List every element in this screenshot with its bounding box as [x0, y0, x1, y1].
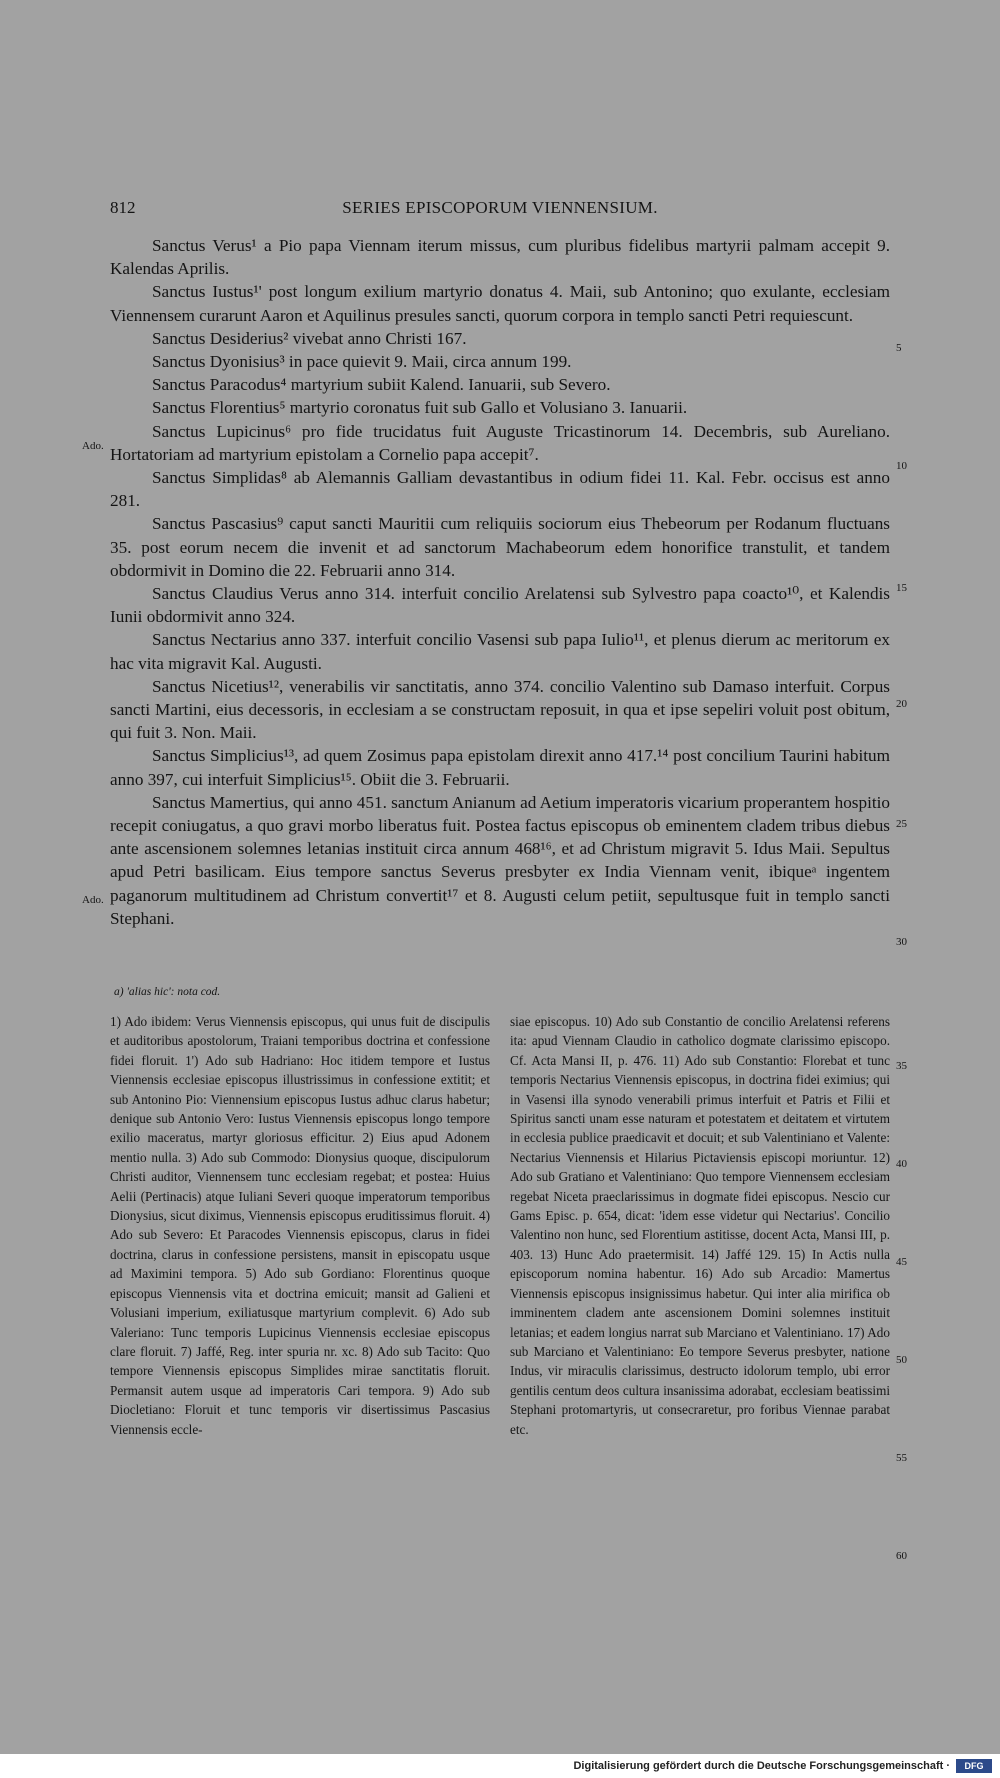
footnote-text: 1) Ado ibidem: Verus Viennensis episcopus, qui unus fuit de discipulis et auditoribus apostolorum, Traiani temporibus doctrina et confessione fidei floruit. 1') Ado sub Hadriano: Hoc itidem tempore et Iustus Viennensis ecclesiae episcopus illustrissimus in confessione extitit; et sub Antonino Pio: Viennensium episcopus Iustus adhuc clarus habetur; denique sub Antonio Vero: Iustus Viennensis episcopus longo tempore exilio maceratus, martyr gloriosus efficitur. 2) Eius apud Adonem mentio nulla. 3) Ado sub Commodo: Dionysius quoque, discipulorum Christi auditor, Viennensem tunc ecclesiam regebat; et postea: Huius Aelii (Pertinacis) atque Iuliani Severi quoque imperatorum temporibus Dionysius, sicut diximus, Viennensis episcopus eruditissimus floruit. 4) Ado sub Severo: Et Paracodes Viennensis episcopus, clarus in fidei doctrina, clarus in confessione persistens, mansit in episcopatu usque ad Maximini tempora. 5) Ado sub Gordiano: Florentinus quoque episcopus Viennensis vita et doctrina emicuit; mansit ad Galieni et Volusiani imperium, exiliatusque martyrium complevit. 6) Ado sub Valeriano: Tunc temporis Lupicinus Viennensis ecclesiae episcopus clare floruit. 7) Jaffé, Reg. inter spuria nr. xc. 8) Ado sub Tacito: Quo tempore Viennensis episcopus Simplides mirae sanctitatis floruit. Permansit autem usque ad imperatoris Cari tempora. 9) Ado sub Diocletiano: Floruit et tunc temporis vir disertissimus Pascasius Viennensis eccle-: [110, 1014, 490, 1437]
line-number: 20: [896, 698, 907, 710]
funding-notice: Digitalisierung gefördert durch die Deutsche Forschungsgemeinschaft ·: [573, 1760, 950, 1772]
paragraph-nicetius: Sanctus Nicetius¹², venerabilis vir sanctitatis, anno 374. concilio Valentino sub Damaso interfuit. Corpus sancti Martini, eius decessoris, in ecclesiam a se constructam reposuit, in qua et ipse sepeliri voluit post obitum, qui fuit 3. Non. Maii.: [110, 676, 890, 743]
textual-note: a) 'alias hic': nota cod.: [114, 986, 221, 998]
footnotes: [110, 1012, 890, 1602]
footnote-text: siae episcopus. 10) Ado sub Constantio de concilio Arelatensi referens ita: apud Viennam Claudio in catholico dogmate clarissimo episcopo. Cf. Acta Mansi II, p. 476. 11) Ado sub Constantio: Florebat et tunc temporis Nectarius Viennensis episcopus, in doctrina fidei eximius; qui in Vasensi illa synodo venerabili primus interfuit et Patris et Filii et Spiritus sancti unam esse naturam et potestatem et deitatem et virtutem in ecclesia publice praedicavit et docuit; et sub Valentiniano et Valente: Nectarius Viennensis et Hilarius Pictaviensis episcopi moriuntur. 12) Ado sub Gratiano et Valentiniano: Quo tempore Viennensem ecclesiam regebat Niceta praeclarissimus in dogmate fidei episcopus. Nescio cur Gams Episc. p. 654, dicat: 'idem esse videtur qui Nectarius'. Concilio Valentino non hunc, sed Florentium astitisse, docent Acta, Mansi III, p. 403. 13) Hunc Ado praetermisit. 14) Jaffé 129. 15) In Actis nulla episcoporum nomina habentur. 16) Ado sub Arcadio: Mamertus Viennensis episcopus insignissimus habetur. Qui inter alia mirifica ob imminentem cladem ante ascensionem Domini solemnes instituit letanias; et eadem longius narrat sub Marciano et Valentiniano. 17) Ado sub Marciano et Valentiniano: Eo tempore Severus presbyter, natione Indus, vir miraculis clarissimus, destructo idolorum templo, ubi error gentilis centum deos cultura insanissima adorabat, ecclesiam beatissimi Stephani protomartyris, ut consecraretur, pro foribus Viennae parabat etc.: [510, 1014, 890, 1437]
page-title: SERIES EPISCOPORUM VIENNENSIUM.: [342, 198, 658, 217]
page-number: 812: [110, 198, 136, 217]
paragraph-simplidas: Sanctus Simplidas⁸ ab Alemannis Galliam devastantibus in odium fidei 11. Kal. Febr. occisus est anno 281.: [110, 468, 890, 511]
paragraph-iustus: Sanctus Iustus¹' post longum exilium martyrio donatus 4. Maii, sub Antonino; quo exulante, ecclesiam Viennensem curarunt Aaron et Aquilinus presules sancti, quorum corpora in templo sancti Petri requiescunt.: [110, 282, 890, 325]
line-number: 40: [896, 1158, 907, 1170]
paragraph-desiderius: Sanctus Desiderius² vivebat anno Christi 167.: [152, 328, 467, 348]
dfg-logo-icon: DFG: [956, 1759, 992, 1773]
margin-note-ado: Ado.: [82, 440, 104, 452]
paragraph-lupicinus: Sanctus Lupicinus⁶ pro fide trucidatus fuit Auguste Tricastinorum 14. Decembris, sub Aureliano. Hortatoriam ad martyrium epistolam a Cornelio papa accepit⁷.: [110, 421, 890, 464]
footnotes-left-column: [110, 1012, 490, 1439]
margin-note-ado: Ado.: [82, 894, 104, 906]
paragraph-dyonisius: Sanctus Dyonisius³ in pace quievit 9. Maii, circa annum 199.: [152, 352, 572, 372]
footer-bar: [0, 1754, 1000, 1778]
paragraph-verus: Sanctus Verus¹ a Pio papa Viennam iterum missus, cum pluribus fidelibus martyrii palmam accepit 9. Kalendas Aprilis.: [110, 236, 890, 279]
line-number: 25: [896, 818, 907, 830]
paragraph-paracodus: Sanctus Paracodus⁴ martyrium subiit Kalend. Ianuarii, sub Severo.: [152, 375, 611, 395]
line-number: 60: [896, 1550, 907, 1562]
paragraph-simplicius: Sanctus Simplicius¹³, ad quem Zosimus papa epistolam direxit anno 417.¹⁴ post concilium Taurini habitum anno 397, cui interfuit Simplicius¹⁵. Obiit die 3. Februarii.: [110, 746, 890, 789]
line-number: 45: [896, 1256, 907, 1268]
line-number: 5: [896, 342, 902, 354]
line-number: 15: [896, 582, 907, 594]
line-number: 10: [896, 460, 907, 472]
line-number: 30: [896, 936, 907, 948]
main-text: [110, 234, 890, 930]
line-number: 50: [896, 1354, 907, 1366]
page-header: [110, 198, 890, 224]
paragraph-nectarius: Sanctus Nectarius anno 337. interfuit concilio Vasensi sub papa Iulio¹¹, et plenus dierum ac meritorum ex hac vita migravit Kal. Augusti.: [110, 630, 890, 673]
paragraph-claudius-verus: Sanctus Claudius Verus anno 314. interfuit concilio Arelatensi sub Sylvestro papa coacto¹⁰, et Kalendis Iunii obdormivit anno 324.: [110, 584, 890, 627]
line-number: 35: [896, 1060, 907, 1072]
paragraph-florentius: Sanctus Florentius⁵ martyrio coronatus fuit sub Gallo et Volusiano 3. Ianuarii.: [152, 398, 688, 418]
line-number: 55: [896, 1452, 907, 1464]
footnotes-right-column: [510, 1012, 890, 1439]
paragraph-mamertius: Sanctus Mamertius, qui anno 451. sanctum Anianum ad Aetium imperatoris vicarium properantem hospitio recepit coniugatus, a quo gravi morbo liberatus fuit. Postea factus episcopus ob eminentem cladem tribus diebus ante ascensionem solemnes letanias instituit circa annum 468¹⁶, et ad Christum migravit 5. Idus Maii. Sepultus apud Petri basilicam. Eius tempore sanctus Severus presbyter ex India Viennam venit, ibiqueᵃ ingentem paganorum multitudinem ad Christum convertit¹⁷ et 8. Augusti celum petiit, sepultusque fuit in templo sancti Stephani.: [110, 792, 890, 928]
paragraph-pascasius: Sanctus Pascasius⁹ caput sancti Mauritii cum reliquiis sociorum eius Thebeorum per Rodanum fluctuans 35. post eorum necem die invenit et ad sanctorum Machabeorum edem honorifice transtulit, et tandem obdormivit in Domino die 22. Februarii anno 314.: [110, 514, 890, 580]
